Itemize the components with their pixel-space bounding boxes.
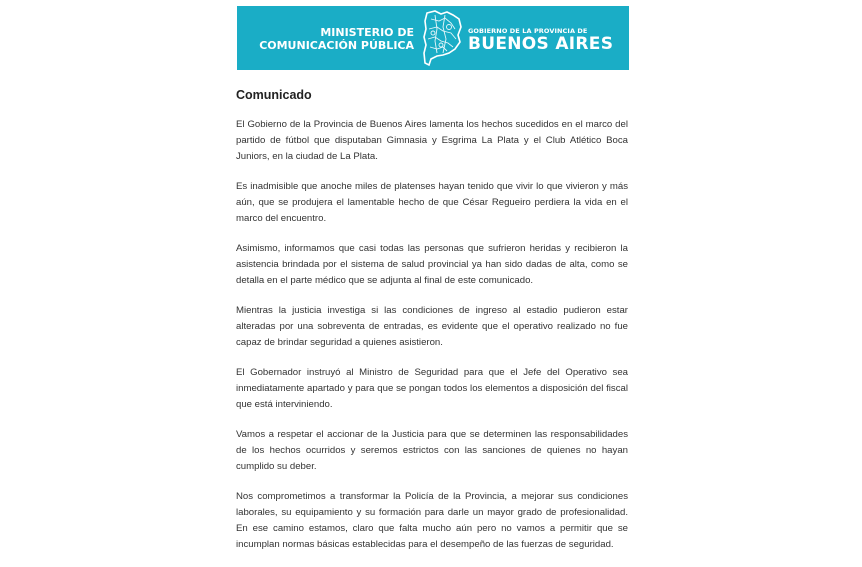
header-banner bbox=[237, 6, 629, 70]
paragraph: Es inadmisible que anoche miles de platenses hayan tenido que vivir lo que vivieron y más aún, que se produjera el lamentable hecho de que César Regueiro perdiera la vida en el marco del encuentro. bbox=[236, 181, 628, 224]
paragraph: El Gobierno de la Provincia de Buenos Aires lamenta los hechos sucedidos en el marco del partido de fútbol que disputaban Gimnasia y Esgrima La Plata y el Club Atlético Boca Juniors, en la ciudad de La Plata. bbox=[236, 119, 628, 162]
paragraph: Mientras la justicia investiga si las condiciones de ingreso al estadio pudieron estar alteradas por una sobreventa de entradas, es evidente que el operativo realizado no fue capaz de brindar seguridad a quienes asistieron. bbox=[236, 305, 628, 348]
government-name bbox=[468, 27, 613, 54]
paragraph: Vamos a respetar el accionar de la Justicia para que se determinen las responsabilidades de los hechos ocurridos y seremos estrictos con las sanciones de quienes no hayan cumplido su deber. bbox=[236, 429, 628, 472]
gov-line-2: BUENOS AIRES bbox=[468, 34, 614, 54]
paragraph: Nos comprometimos a transformar la Policía de la Provincia, a mejorar sus condiciones laborales, su equipamiento y su formación para darle un mayor grado de profesionalidad. En ese camino estamos, claro que falta mucho aún pero no vamos a permitir que se incumplan normas básicas establecidas para el desempeño de las fuerzas de seguridad. bbox=[236, 491, 628, 550]
ministry-line-2: COMUNICACIÓN PÚBLICA bbox=[259, 39, 414, 52]
gov-line-1: GOBIERNO DE LA PROVINCIA DE bbox=[468, 27, 588, 35]
ministry-line-1: MINISTERIO DE bbox=[320, 26, 414, 39]
press-release bbox=[236, 88, 628, 567]
document-title: Comunicado bbox=[236, 88, 312, 102]
paragraph: El Gobernador instruyó al Ministro de Seguridad para que el Jefe del Operativo sea inmediatamente apartado y para que se pongan todos los elementos a disposición del fiscal que está interviniendo. bbox=[236, 367, 628, 410]
ministry-name bbox=[259, 26, 414, 52]
paragraph: Asimismo, informamos que casi todas las personas que sufrieron heridas y recibieron la asistencia brindada por el sistema de salud provincial ya han sido dadas de alta, como se detalla en el parte médico que se adjunta al final de este comunicado. bbox=[236, 243, 628, 286]
province-map-icon bbox=[421, 9, 463, 67]
